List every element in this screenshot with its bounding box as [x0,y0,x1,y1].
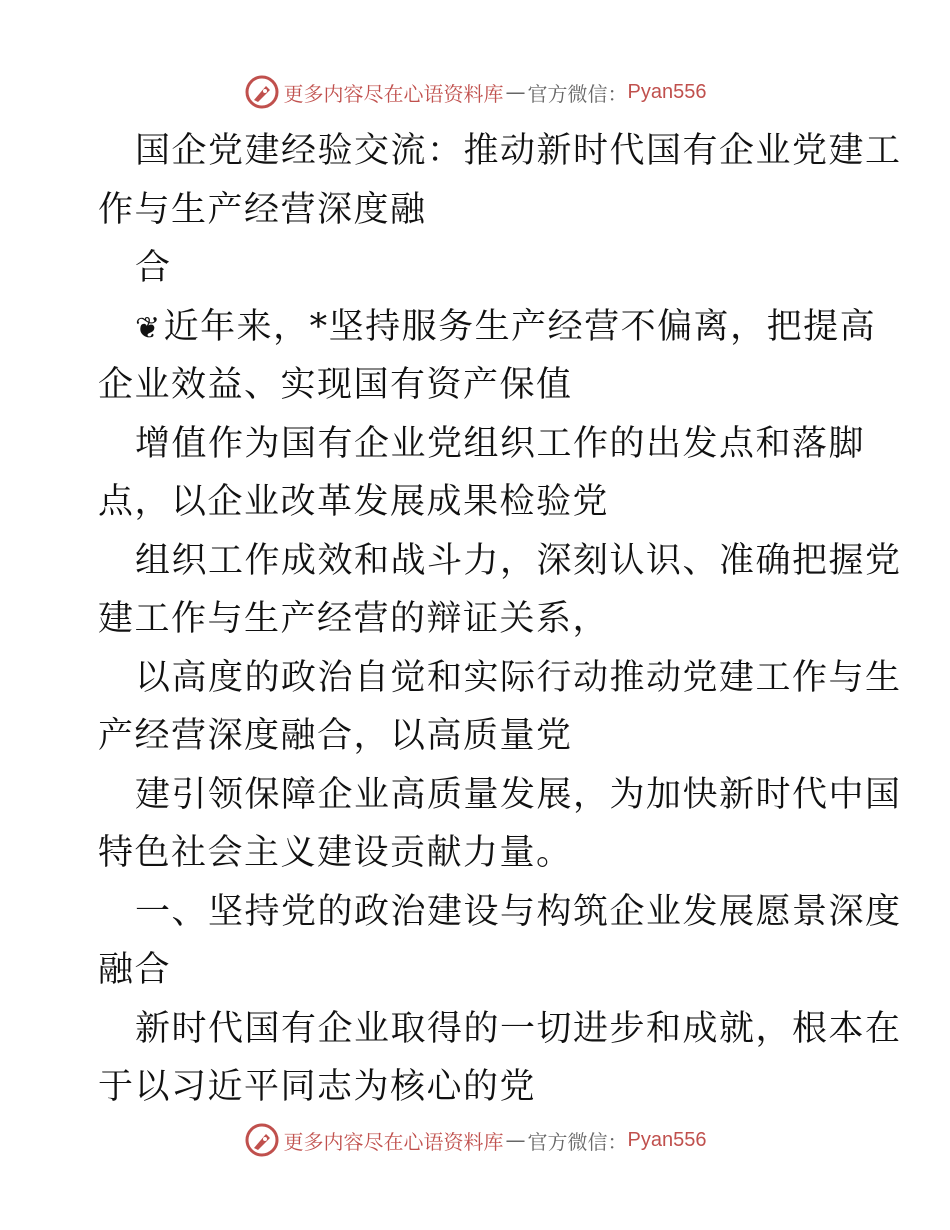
paragraph-line: 组织工作成效和战斗力，深刻认识、准确把握党 [135,540,902,581]
banner-wechat-id: Pyan556 [627,1128,707,1151]
fleuron-icon: ❦ [135,310,162,346]
pen-nib-logo-icon [244,74,280,110]
paragraph-line: 特色社会主义建设贡献力量。 [98,833,573,873]
paragraph-line: 产经营深度融合，以高质量党 [98,716,573,756]
section-heading-line: 融合 [98,950,172,990]
title-line-3: 合 [135,248,172,288]
paragraph-line: 企业效益、实现国有资产保值 [98,365,573,405]
paragraph-text: 近年来，*坚持服务生产经营不偏离，把提高 [163,306,877,347]
banner-wechat-label: 官方微信： [527,1129,628,1154]
paragraph-line: 建引领保障企业高质量发展，为加快新时代中国 [135,774,902,815]
banner-site-name: 更多内容尽在心语资料库 [283,1129,504,1154]
pen-nib-logo-icon [244,1122,280,1158]
banner-separator: — [505,1128,526,1152]
banner-site-name: 更多内容尽在心语资料库 [283,81,504,106]
banner-wechat-id: Pyan556 [627,80,707,103]
paragraph-line: 于以习近平同志为核心的党 [98,1067,537,1107]
title-line-1: 国企党建经验交流：推动新时代国有企业党建工 [135,131,902,171]
section-heading-line: 一、坚持党的政治建设与构筑企业发展愿景深度 [135,891,902,932]
paragraph-line: 增值作为国有企业党组织工作的出发点和落脚 [135,423,866,464]
title-line-2: 作与生产经营深度融 [98,189,427,230]
banner-wechat-label: 官方微信： [527,81,628,106]
document-body [98,122,902,1117]
paragraph-line: 点，以企业改革发展成果检验党 [98,482,610,522]
paragraph-line: 以高度的政治自觉和实际行动推动党建工作与生 [135,657,902,698]
header-banner [0,72,950,112]
banner-separator: — [505,80,526,104]
paragraph-line [98,298,877,357]
paragraph-line: 新时代国有企业取得的一切进步和成就，根本在 [135,1008,902,1049]
paragraph-line: 建工作与生产经营的辩证关系， [98,599,610,639]
footer-banner [0,1120,950,1160]
